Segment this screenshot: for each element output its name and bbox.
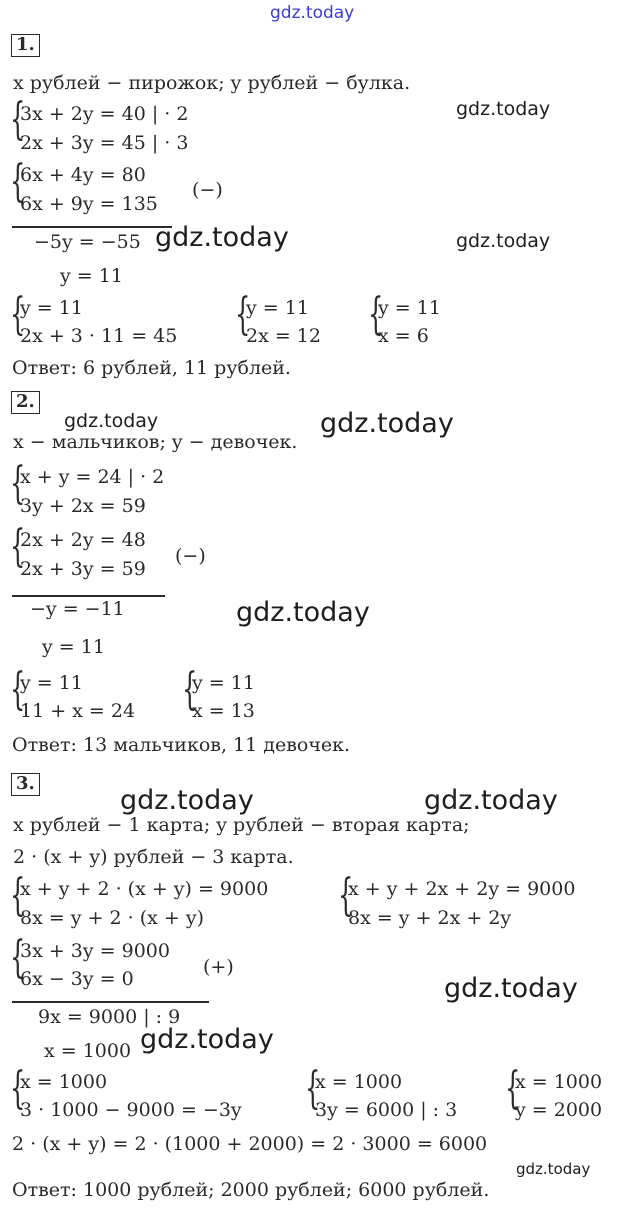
p1-sys2-line2: 6x + 9y = 135 bbox=[20, 193, 158, 215]
system-brace: { bbox=[10, 289, 26, 340]
p3-x-value: x = 1000 bbox=[44, 1040, 132, 1062]
p1-sys5-line1: y = 11 bbox=[378, 297, 441, 319]
p2-sys3-line1: y = 11 bbox=[20, 672, 83, 694]
p3-sys3-line2: 6x − 3y = 0 bbox=[20, 968, 134, 990]
p3-sys2-line1: x + y + 2x + 2y = 9000 bbox=[348, 878, 576, 900]
p1-answer: Ответ: 6 рублей, 11 рублей. bbox=[12, 357, 291, 379]
p3-sys5-line2: 3y = 6000 | : 3 bbox=[315, 1099, 458, 1121]
watermark: gdz.today bbox=[516, 1160, 591, 1178]
system-brace: { bbox=[10, 1063, 26, 1114]
system-brace: { bbox=[10, 932, 26, 983]
p2-sys1-line2: 3y + 2x = 59 bbox=[20, 495, 146, 517]
p3-sys4-line2: 3 · 1000 − 9000 = −3y bbox=[20, 1099, 242, 1121]
p1-sys4-line1: y = 11 bbox=[246, 297, 309, 319]
p1-sys2-line1: 6x + 4y = 80 bbox=[20, 164, 146, 186]
system-brace: { bbox=[235, 289, 251, 340]
problem-3-number: 3. bbox=[11, 773, 40, 796]
watermark: gdz.today bbox=[120, 785, 254, 816]
p3-sys5-line1: x = 1000 bbox=[315, 1071, 403, 1093]
p1-operation: (−) bbox=[192, 179, 223, 201]
problem-2-number: 2. bbox=[11, 391, 40, 414]
system-brace: { bbox=[10, 94, 26, 145]
problem-3-intro-1: x рублей − 1 карта; y рублей − вторая карта; bbox=[13, 814, 470, 836]
watermark: gdz.today bbox=[320, 408, 454, 439]
p3-final: 2 · (x + y) = 2 · (1000 + 2000) = 2 · 3000 = 6000 bbox=[12, 1133, 488, 1155]
p2-sys4-line2: x = 13 bbox=[192, 700, 255, 722]
problem-2-intro: x − мальчиков; y − девочек. bbox=[13, 431, 298, 453]
system-brace: { bbox=[10, 521, 26, 572]
p3-result: 9x = 9000 | : 9 bbox=[38, 1006, 181, 1028]
p2-answer: Ответ: 13 мальчиков, 11 девочек. bbox=[12, 734, 351, 756]
p2-sys3-line2: 11 + x = 24 bbox=[20, 700, 136, 722]
p3-answer: Ответ: 1000 рублей; 2000 рублей; 6000 рублей. bbox=[12, 1179, 490, 1201]
p3-sys1-line1: x + y + 2 · (x + y) = 9000 bbox=[20, 878, 269, 900]
watermark: gdz.today bbox=[456, 98, 551, 120]
p1-sys5-line2: x = 6 bbox=[378, 325, 429, 347]
watermark: gdz.today bbox=[140, 1024, 274, 1055]
p1-result-line bbox=[12, 226, 172, 228]
p1-sys3-line1: y = 11 bbox=[20, 297, 83, 319]
p1-sys1-line1: 3x + 2y = 40 | · 2 bbox=[20, 103, 189, 125]
system-brace: { bbox=[10, 156, 26, 207]
system-brace: { bbox=[10, 664, 26, 715]
system-brace: { bbox=[10, 458, 26, 509]
p3-result-line bbox=[12, 1001, 209, 1003]
system-brace: { bbox=[305, 1063, 321, 1114]
p1-sys3-line2: 2x + 3 · 11 = 45 bbox=[20, 325, 178, 347]
p3-sys1-line2: 8x = y + 2 · (x + y) bbox=[20, 907, 205, 929]
p2-sys2-line1: 2x + 2y = 48 bbox=[20, 529, 146, 551]
p1-result: −5y = −55 bbox=[34, 231, 141, 253]
p1-sys1-line2: 2x + 3y = 45 | · 3 bbox=[20, 132, 189, 154]
p1-sys4-line2: 2x = 12 bbox=[246, 325, 321, 347]
p2-operation: (−) bbox=[175, 545, 206, 567]
problem-3-intro-2: 2 · (x + y) рублей − 3 карта. bbox=[13, 846, 294, 868]
p3-sys3-line1: 3x + 3y = 9000 bbox=[20, 940, 170, 962]
p2-result-line bbox=[12, 595, 165, 597]
watermark: gdz.today bbox=[424, 785, 558, 816]
watermark-top[interactable]: gdz.today bbox=[270, 3, 355, 23]
watermark: gdz.today bbox=[64, 410, 159, 432]
p3-sys2-line2: 8x = y + 2x + 2y bbox=[348, 907, 512, 929]
p2-sys2-line2: 2x + 3y = 59 bbox=[20, 558, 146, 580]
watermark: gdz.today bbox=[444, 973, 578, 1004]
watermark: gdz.today bbox=[236, 597, 370, 628]
p2-sys4-line1: y = 11 bbox=[192, 672, 255, 694]
problem-1-intro: x рублей − пирожок; y рублей − булка. bbox=[13, 72, 411, 94]
p3-operation: (+) bbox=[203, 956, 234, 978]
system-brace: { bbox=[182, 664, 198, 715]
p2-result: −y = −11 bbox=[30, 598, 125, 620]
p2-y-value: y = 11 bbox=[42, 636, 105, 658]
system-brace: { bbox=[505, 1063, 521, 1114]
watermark: gdz.today bbox=[155, 222, 289, 253]
p1-y-value: y = 11 bbox=[60, 265, 123, 287]
p3-sys6-line2: y = 2000 bbox=[515, 1099, 603, 1121]
system-brace: { bbox=[10, 870, 26, 921]
system-brace: { bbox=[368, 289, 384, 340]
p3-sys4-line1: x = 1000 bbox=[20, 1071, 108, 1093]
watermark: gdz.today bbox=[456, 230, 551, 252]
p3-sys6-line1: x = 1000 bbox=[515, 1071, 603, 1093]
system-brace: { bbox=[338, 870, 354, 921]
problem-1-number: 1. bbox=[11, 34, 40, 57]
p2-sys1-line1: x + y = 24 | · 2 bbox=[20, 466, 165, 488]
